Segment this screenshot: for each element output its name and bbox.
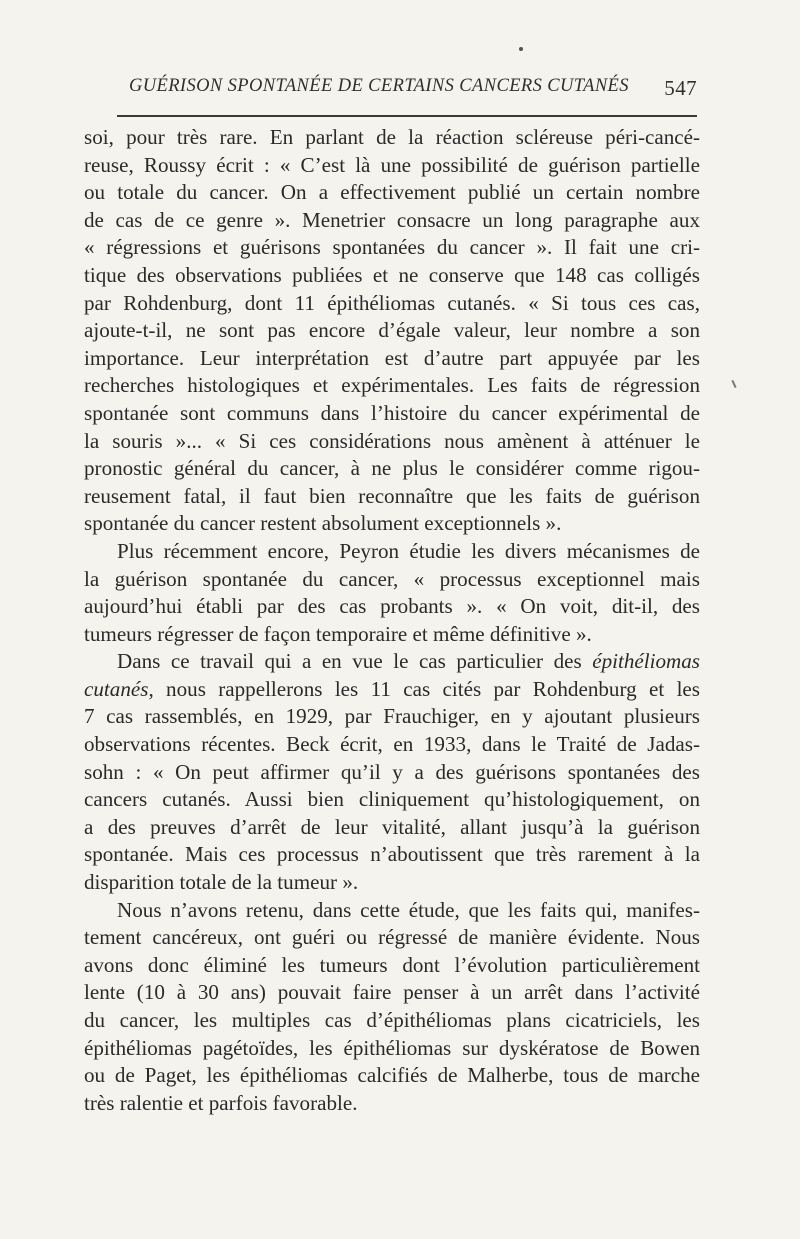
- paragraph: [84, 124, 700, 538]
- text-line: recherches histologiques et expérimentales. Les faits de régression: [84, 373, 700, 398]
- paragraph: [84, 648, 700, 896]
- running-title: GUÉRISON SPONTANÉE DE CERTAINS CANCERS CUTANÉS: [129, 76, 629, 96]
- text-line: a des preuves d’arrêt de leur vitalité, allant jusqu’à la guérison: [84, 814, 700, 839]
- text-line: avons donc éliminé les tumeurs dont l’évolution particulièrement: [84, 952, 700, 977]
- text-line: tumeurs régresser de façon temporaire et même définitive ».: [84, 621, 592, 646]
- text-line: reuse, Roussy écrit : « C’est là une possibilité de guérison partielle: [84, 152, 700, 177]
- text-line: lente (10 à 30 ans) pouvait faire penser à un arrêt dans l’activité: [84, 980, 700, 1005]
- text-line: la guérison spontanée du cancer, « processus exceptionnel mais: [84, 566, 700, 591]
- text-line: épithéliomas pagétoïdes, les épithéliomas sur dyskératose de Bowen: [84, 1035, 700, 1060]
- text-line: sohn : « On peut affirmer qu’il y a des guérisons spontanées des: [84, 759, 700, 784]
- text-line: tique des observations publiées et ne conserve que 148 cas colligés: [84, 262, 700, 287]
- text-line: ajoute-t-il, ne sont pas encore d’égale valeur, leur nombre a son: [84, 318, 700, 343]
- print-speck: [519, 47, 523, 51]
- text-line: 7 cas rassemblés, en 1929, par Frauchiger, en y ajoutant plusieurs: [84, 704, 700, 729]
- text-line: la souris »... « Si ces considérations nous amènent à atténuer le: [84, 428, 700, 453]
- running-header: [117, 76, 703, 106]
- text-line: cutanés, nous rappellerons les 11 cas cités par Rohdenburg et les: [84, 676, 700, 701]
- text-line: reusement fatal, il faut bien reconnaître que les faits de guérison: [84, 483, 700, 508]
- italic-term: cutanés: [84, 676, 149, 701]
- text-line: spontanée du cancer restent absolument exceptionnels ».: [84, 511, 562, 536]
- text-line: par Rohdenburg, dont 11 épithéliomas cutanés. « Si tous ces cas,: [84, 290, 700, 315]
- text-line: disparition totale de la tumeur ».: [84, 870, 359, 895]
- paragraph: [84, 897, 700, 1118]
- text-line: spontanée. Mais ces processus n’aboutissent que très rarement à la: [84, 842, 700, 867]
- paragraph: [84, 538, 700, 648]
- text-line: ou totale du cancer. On a effectivement publié un certain nombre: [84, 180, 700, 205]
- margin-mark: [731, 380, 736, 388]
- text-line: « régressions et guérisons spontanées du cancer ». Il fait une cri-: [84, 235, 700, 260]
- text-line: tement cancéreux, ont guéri ou régressé de manière évidente. Nous: [84, 925, 700, 950]
- text-line: soi, pour très rare. En parlant de la réaction scléreuse péri-cancé-: [84, 125, 700, 149]
- text-line: Nous n’avons retenu, dans cette étude, que les faits qui, manifes-: [117, 897, 700, 922]
- text-line: cancers cutanés. Aussi bien cliniquement qu’histologiquement, on: [84, 787, 700, 812]
- text-line: Plus récemment encore, Peyron étudie les divers mécanismes de: [117, 538, 700, 563]
- body-text: [84, 124, 700, 1117]
- text-line: de cas de ce genre ». Menetrier consacre un long paragraphe aux: [84, 207, 700, 232]
- text-line: ou de Paget, les épithéliomas calcifiés de Malherbe, tous de marche: [84, 1063, 700, 1088]
- text-line: très ralentie et parfois favorable.: [84, 1090, 358, 1115]
- text-line: pronostic général du cancer, à ne plus le considérer comme rigou-: [84, 456, 700, 481]
- text-line: spontanée sont communs dans l’histoire du cancer expérimental de: [84, 400, 700, 425]
- header-rule: [117, 115, 697, 117]
- italic-term: épithéliomas: [592, 649, 700, 674]
- text-line: importance. Leur interprétation est d’autre part appuyée par les: [84, 345, 700, 370]
- text-line: du cancer, les multiples cas d’épithéliomas plans cicatriciels, les: [84, 1008, 700, 1032]
- text-line: observations récentes. Beck écrit, en 1933, dans le Traité de Jadas-: [84, 732, 700, 757]
- text-line: aujourd’hui établi par des cas probants ». « On voit, dit-il, des: [84, 594, 700, 619]
- page-number: 547: [664, 76, 697, 100]
- text-line: Dans ce travail qui a en vue le cas particulier des épithéliomas: [117, 649, 700, 674]
